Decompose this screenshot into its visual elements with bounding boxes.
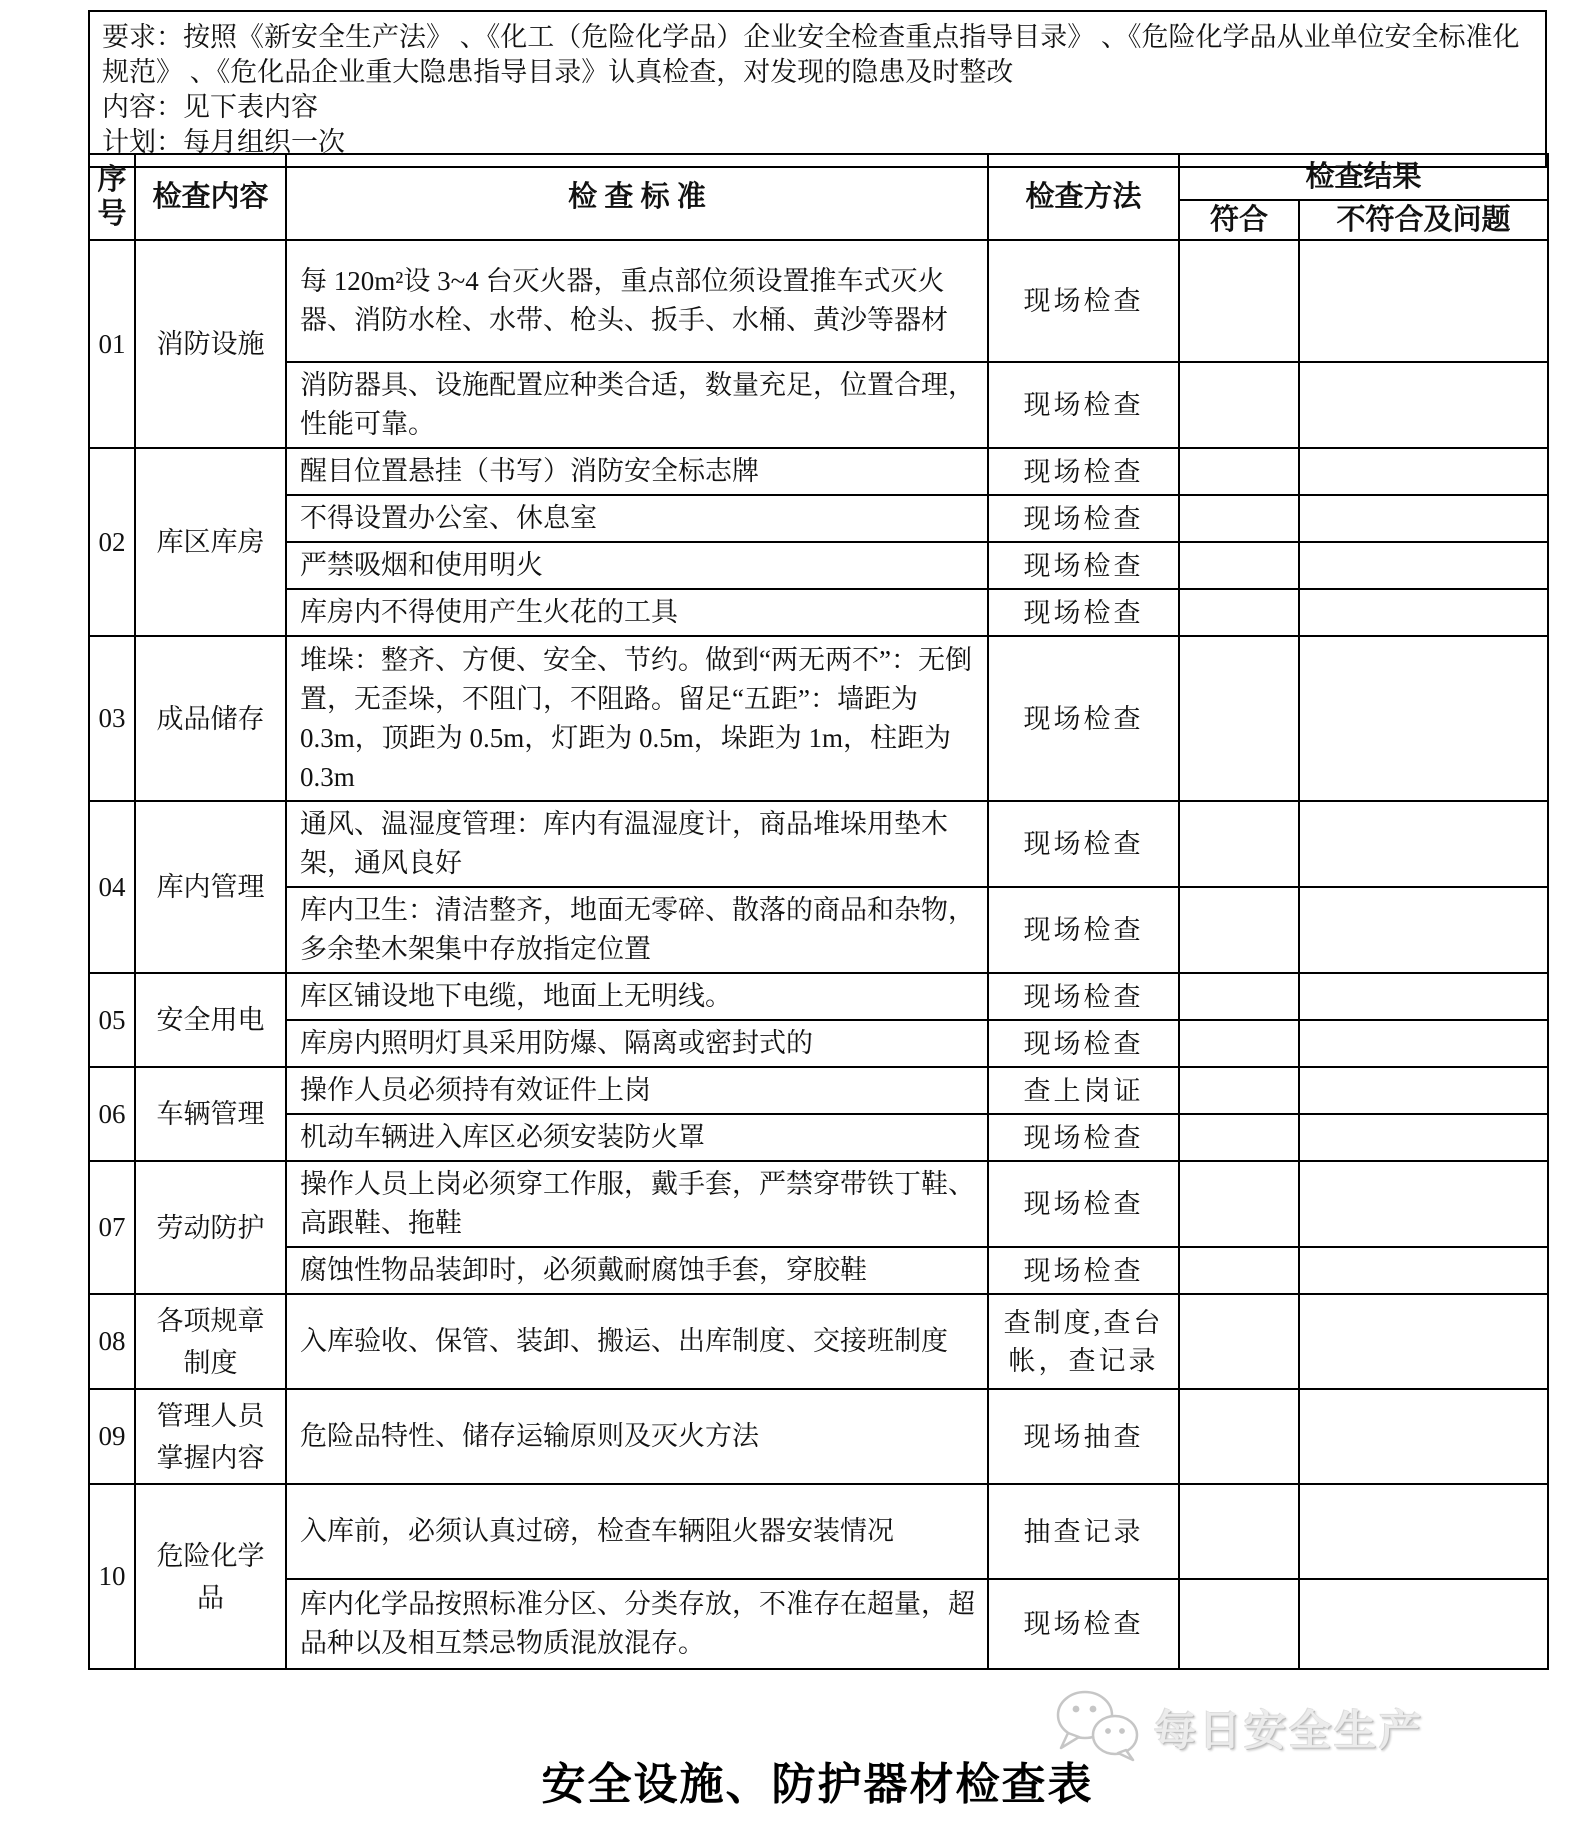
- table-row: [89, 636, 1548, 801]
- fail-cell: [1299, 589, 1548, 636]
- fail-cell: [1299, 362, 1548, 448]
- standard-cell: 库房内不得使用产生火花的工具: [286, 589, 988, 636]
- row-number: 02: [89, 448, 135, 636]
- header-row-1: [89, 154, 1548, 200]
- row-number: 08: [89, 1294, 135, 1389]
- table-row: [89, 1067, 1548, 1114]
- row-content: 劳动防护: [135, 1161, 286, 1294]
- table-row: [89, 448, 1548, 495]
- table-row: [89, 1294, 1548, 1389]
- fail-cell: [1299, 1114, 1548, 1161]
- fail-cell: [1299, 1020, 1548, 1067]
- pass-cell: [1179, 1161, 1299, 1247]
- method-cell: 现场检查: [988, 448, 1179, 495]
- method-cell: 现场检查: [988, 589, 1179, 636]
- pass-cell: [1179, 589, 1299, 636]
- pass-cell: [1179, 448, 1299, 495]
- method-cell: 现场检查: [988, 973, 1179, 1020]
- pass-cell: [1179, 1114, 1299, 1161]
- row-content: 管理人员掌握内容: [135, 1389, 286, 1484]
- standard-cell: 入库验收、保管、装卸、搬运、出库制度、交接班制度: [286, 1294, 988, 1389]
- standard-cell: 醒目位置悬挂（书写）消防安全标志牌: [286, 448, 988, 495]
- fail-cell: [1299, 1067, 1548, 1114]
- method-cell: 现场检查: [988, 240, 1179, 362]
- pass-cell: [1179, 1484, 1299, 1579]
- row-content: 危险化学品: [135, 1484, 286, 1669]
- method-cell: 现场检查: [988, 887, 1179, 973]
- fail-cell: [1299, 448, 1548, 495]
- standard-cell: 通风、温湿度管理：库内有温湿度计，商品堆垛用垫木架，通风良好: [286, 801, 988, 887]
- standard-cell: 机动车辆进入库区必须安装防火罩: [286, 1114, 988, 1161]
- standard-cell: 严禁吸烟和使用明火: [286, 542, 988, 589]
- inspection-table: [88, 153, 1549, 1670]
- pass-cell: [1179, 1389, 1299, 1484]
- fail-cell: [1299, 1247, 1548, 1294]
- table-row: [89, 1579, 1548, 1669]
- col-header-content: 检查内容: [135, 154, 286, 240]
- table-row: [89, 589, 1548, 636]
- table-row: [89, 1484, 1548, 1579]
- pass-cell: [1179, 636, 1299, 801]
- col-header-standard: 检 查 标 准: [286, 154, 988, 240]
- method-cell: 现场检查: [988, 1114, 1179, 1161]
- fail-cell: [1299, 636, 1548, 801]
- standard-cell: 库房内照明灯具采用防爆、隔离或密封式的: [286, 1020, 988, 1067]
- pass-cell: [1179, 973, 1299, 1020]
- footer-title: 安全设施、防护器材检查表: [541, 1760, 1094, 1809]
- standard-cell: 操作人员必须持有效证件上岗: [286, 1067, 988, 1114]
- table-row: [89, 973, 1548, 1020]
- pass-cell: [1179, 801, 1299, 887]
- notes-box: [88, 10, 1547, 168]
- method-cell: 现场检查: [988, 495, 1179, 542]
- col-header-pass: 符合: [1179, 200, 1299, 240]
- note-content: 内容：见下表内容: [102, 92, 318, 122]
- fail-cell: [1299, 887, 1548, 973]
- row-content: 库区库房: [135, 448, 286, 636]
- row-number: 04: [89, 801, 135, 973]
- note-requirement: 要求：按照《新安全生产法》 、《化工（危险化学品）企业安全检查重点指导目录》 、《危险化学品从业单位安全标准化规范》 、《危化品企业重大隐患指导目录》认真检查，对发现的隐患及时整改: [102, 22, 1520, 87]
- standard-cell: 库区铺设地下电缆，地面上无明线。: [286, 973, 988, 1020]
- table-row: [89, 495, 1548, 542]
- table-row: [89, 801, 1548, 887]
- method-cell: 现场检查: [988, 636, 1179, 801]
- method-cell: 现场检查: [988, 1247, 1179, 1294]
- standard-cell: 操作人员上岗必须穿工作服，戴手套，严禁穿带铁丁鞋、高跟鞋、拖鞋: [286, 1161, 988, 1247]
- fail-cell: [1299, 1294, 1548, 1389]
- table-row: [89, 240, 1548, 362]
- row-number: 10: [89, 1484, 135, 1669]
- row-number: 06: [89, 1067, 135, 1161]
- pass-cell: [1179, 1020, 1299, 1067]
- method-cell: 现场检查: [988, 1579, 1179, 1669]
- standard-cell: 库内卫生：清洁整齐，地面无零碎、散落的商品和杂物，多余垫木架集中存放指定位置: [286, 887, 988, 973]
- row-content: 安全用电: [135, 973, 286, 1067]
- col-header-result: 检查结果: [1179, 154, 1548, 200]
- method-cell: 现场抽查: [988, 1389, 1179, 1484]
- fail-cell: [1299, 495, 1548, 542]
- table-row: [89, 542, 1548, 589]
- method-cell: 现场检查: [988, 362, 1179, 448]
- fail-cell: [1299, 240, 1548, 362]
- col-header-fail: 不符合及问题: [1299, 200, 1548, 240]
- method-cell: 现场检查: [988, 1161, 1179, 1247]
- col-header-method: 检查方法: [988, 154, 1179, 240]
- pass-cell: [1179, 495, 1299, 542]
- standard-cell: 不得设置办公室、休息室: [286, 495, 988, 542]
- row-content: 车辆管理: [135, 1067, 286, 1161]
- standard-cell: 堆垛：整齐、方便、安全、节约。做到“两无两不”：无倒置，无歪垛，不阻门，不阻路。留足“五距”：墙距为 0.3m，顶距为 0.5m，灯距为 0.5m，垛距为 1m，柱距为 0.3m: [286, 636, 988, 801]
- standard-cell: 每 120m²设 3~4 台灭火器，重点部位须设置推车式灭火器、消防水栓、水带、枪头、扳手、水桶、黄沙等器材: [286, 240, 988, 362]
- row-number: 05: [89, 973, 135, 1067]
- pass-cell: [1179, 1294, 1299, 1389]
- method-cell: 抽查记录: [988, 1484, 1179, 1579]
- pass-cell: [1179, 542, 1299, 589]
- table-row: [89, 1020, 1548, 1067]
- table-row: [89, 887, 1548, 973]
- fail-cell: [1299, 1579, 1548, 1669]
- watermark-label: 每日安全生产: [1154, 1708, 1425, 1755]
- pass-cell: [1179, 887, 1299, 973]
- row-content: 消防设施: [135, 240, 286, 448]
- standard-cell: 危险品特性、储存运输原则及灭火方法: [286, 1389, 988, 1484]
- row-number: 09: [89, 1389, 135, 1484]
- fail-cell: [1299, 801, 1548, 887]
- table-row: [89, 1161, 1548, 1247]
- method-cell: 现场检查: [988, 801, 1179, 887]
- note-plan: 计划：每月组织一次: [102, 127, 345, 157]
- pass-cell: [1179, 1579, 1299, 1669]
- method-cell: 现场检查: [988, 1020, 1179, 1067]
- col-header-index: 序号: [89, 154, 135, 240]
- pass-cell: [1179, 1247, 1299, 1294]
- method-cell: 查上岗证: [988, 1067, 1179, 1114]
- standard-cell: 消防器具、设施配置应种类合适，数量充足，位置合理，性能可靠。: [286, 362, 988, 448]
- row-content: 成品储存: [135, 636, 286, 801]
- pass-cell: [1179, 362, 1299, 448]
- row-number: 03: [89, 636, 135, 801]
- standard-cell: 库内化学品按照标准分区、分类存放，不准存在超量，超品种以及相互禁忌物质混放混存。: [286, 1579, 988, 1669]
- fail-cell: [1299, 1161, 1548, 1247]
- row-number: 07: [89, 1161, 135, 1294]
- standard-cell: 腐蚀性物品装卸时，必须戴耐腐蚀手套，穿胶鞋: [286, 1247, 988, 1294]
- table-row: [89, 1114, 1548, 1161]
- row-content: 各项规章制度: [135, 1294, 286, 1389]
- pass-cell: [1179, 1067, 1299, 1114]
- table-row: [89, 362, 1548, 448]
- fail-cell: [1299, 542, 1548, 589]
- pass-cell: [1179, 240, 1299, 362]
- fail-cell: [1299, 973, 1548, 1020]
- table-row: [89, 1389, 1548, 1484]
- fail-cell: [1299, 1389, 1548, 1484]
- standard-cell: 入库前，必须认真过磅，检查车辆阻火器安装情况: [286, 1484, 988, 1579]
- fail-cell: [1299, 1484, 1548, 1579]
- row-content: 库内管理: [135, 801, 286, 973]
- method-cell: 现场检查: [988, 542, 1179, 589]
- table-row: [89, 1247, 1548, 1294]
- method-cell: 查制度,查台帐，查记录: [988, 1294, 1179, 1389]
- row-number: 01: [89, 240, 135, 448]
